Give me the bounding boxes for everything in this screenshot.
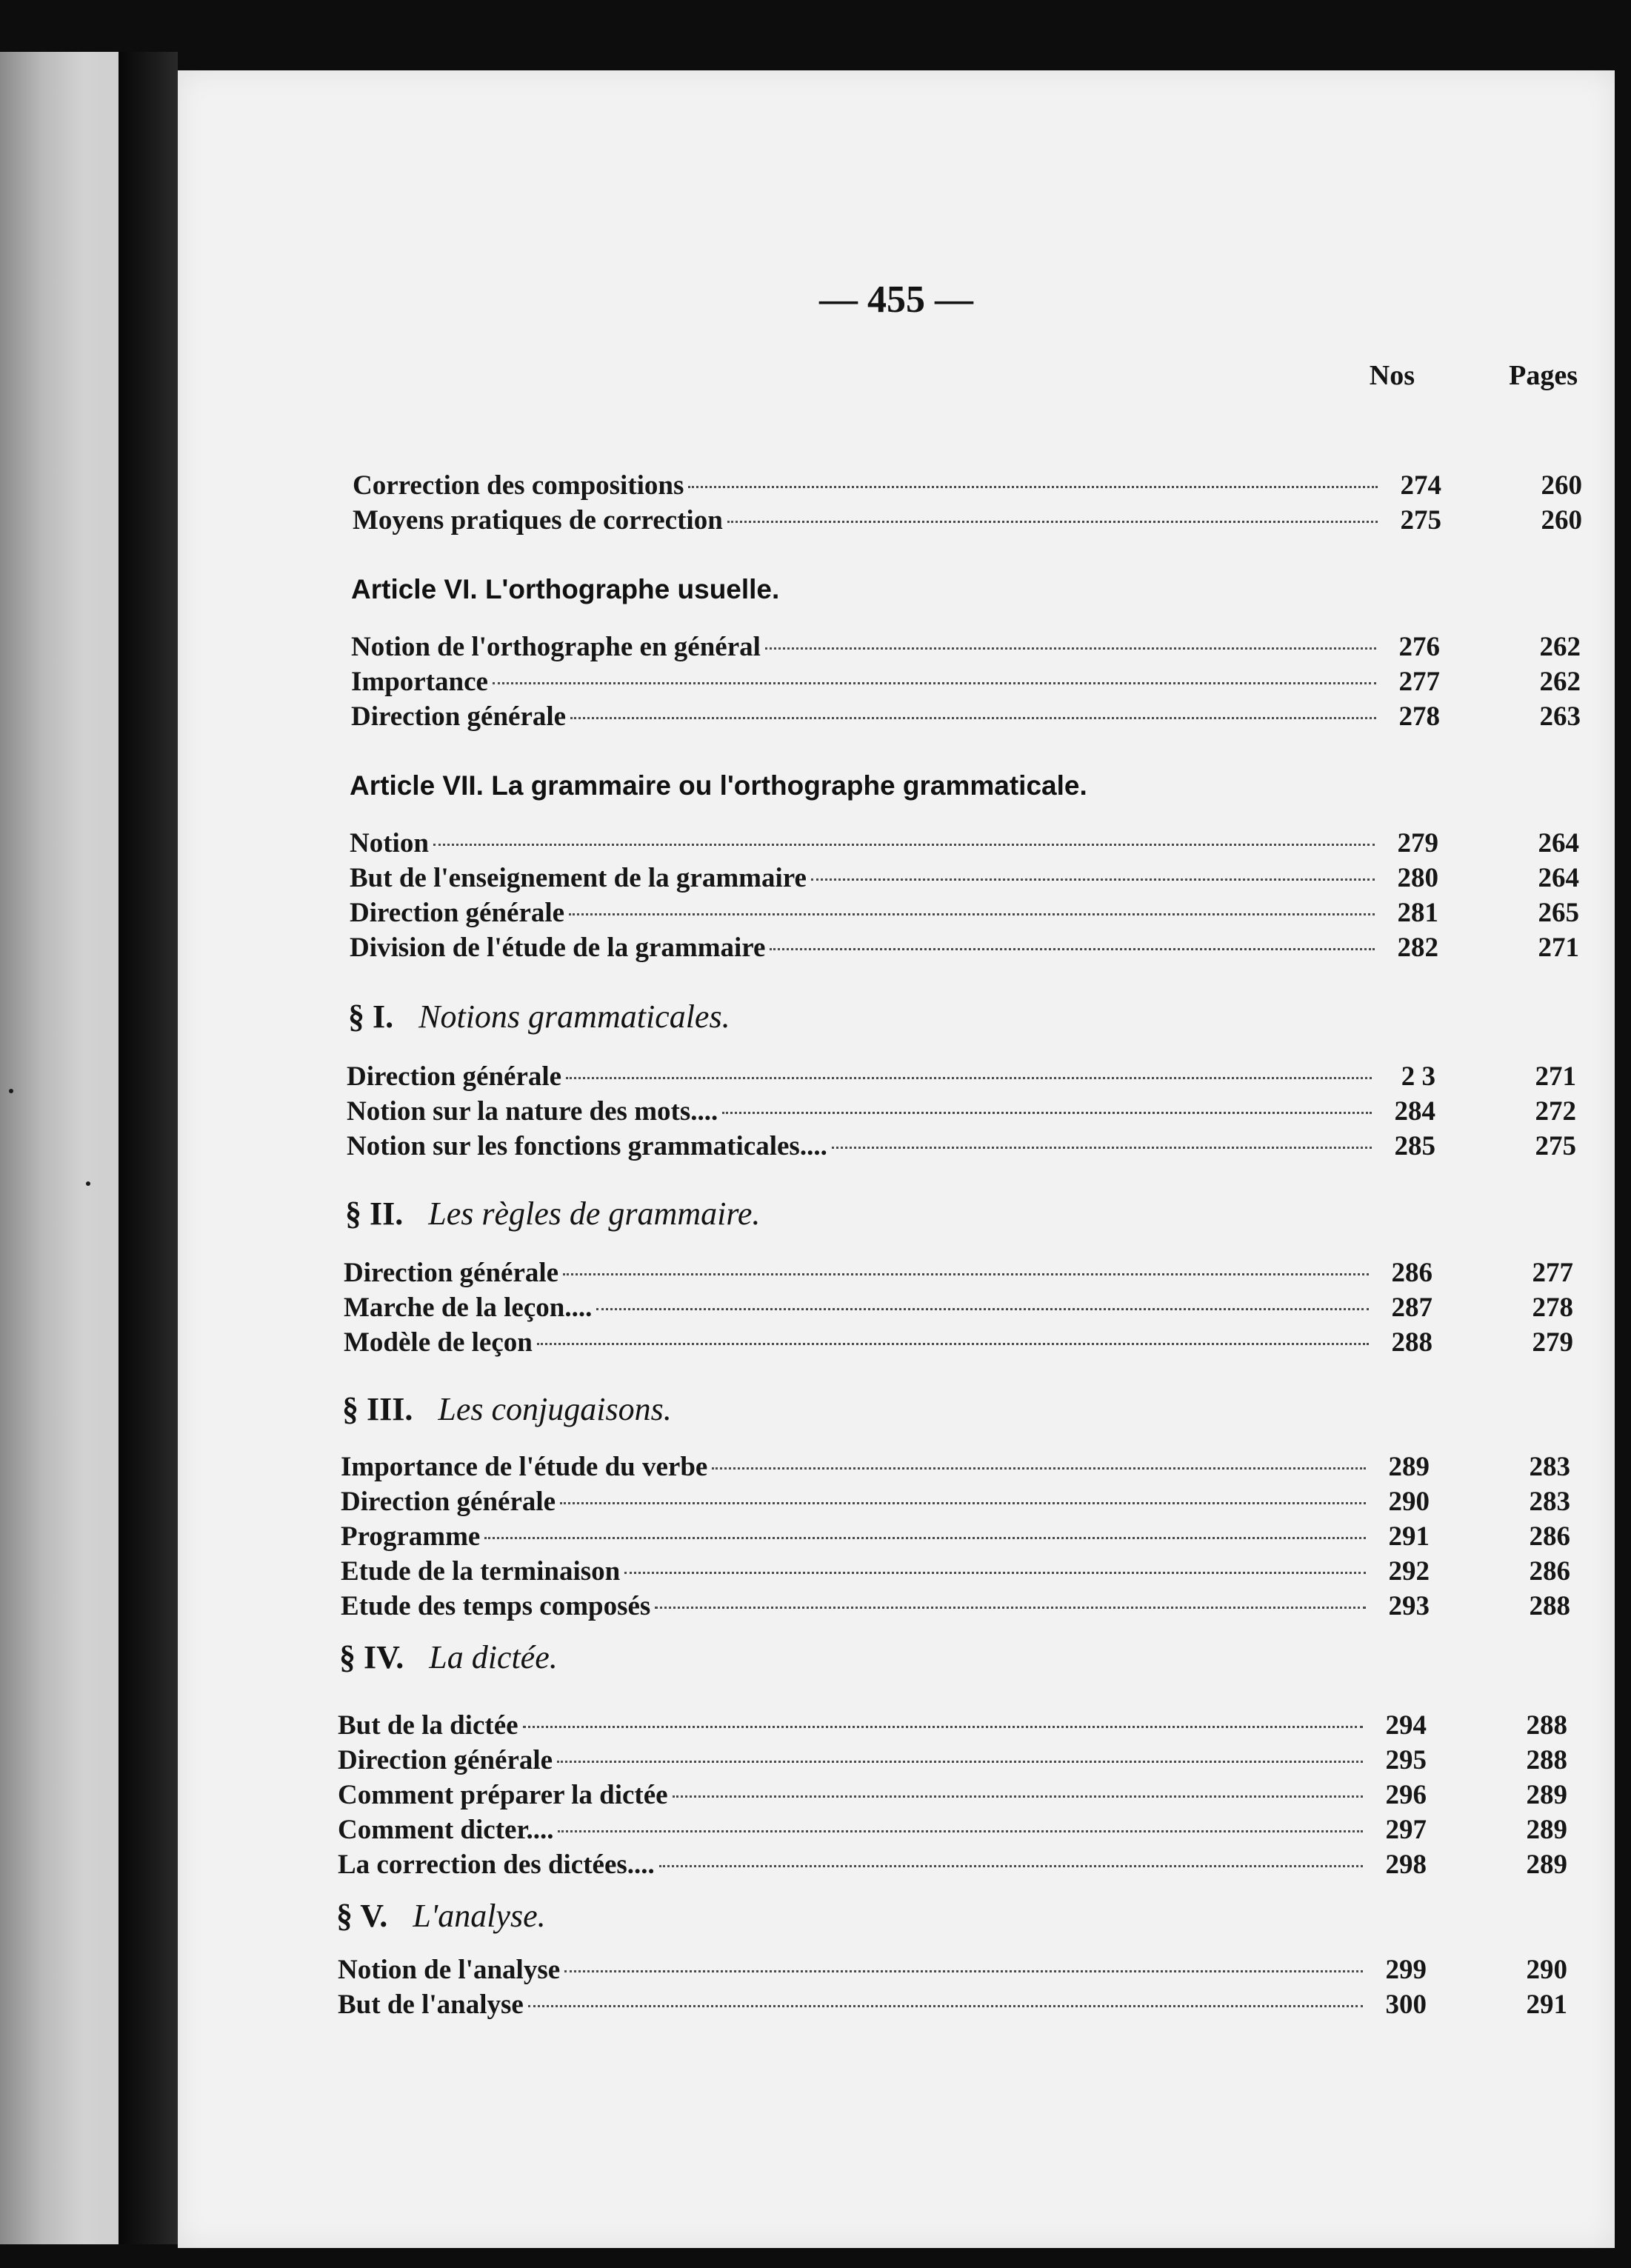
entry-page: 275 — [1535, 1131, 1576, 1161]
section-number: § IV. — [339, 1639, 404, 1675]
dot-leader — [624, 1572, 1366, 1574]
entry-page: 262 — [1539, 632, 1581, 662]
section-heading — [342, 1390, 672, 1428]
entry-number: 294 — [1385, 1710, 1427, 1741]
entry-page: 289 — [1526, 1815, 1567, 1845]
section-number: § II. — [345, 1195, 404, 1232]
toc-entry — [341, 1450, 1570, 1485]
entry-number: 290 — [1388, 1487, 1430, 1517]
entry-number: 292 — [1388, 1556, 1430, 1587]
entry-number: 276 — [1398, 632, 1440, 662]
entry-page: 286 — [1529, 1556, 1570, 1587]
article-heading: Article VI. L'orthographe usuelle. — [351, 574, 780, 604]
dot-leader — [765, 647, 1376, 650]
entry-page: 264 — [1538, 828, 1579, 858]
dot-leader — [569, 913, 1375, 915]
entry-label: Direction générale — [344, 1258, 559, 1288]
entry-page: 271 — [1535, 1061, 1576, 1092]
section-title: Les règles de grammaire. — [428, 1195, 761, 1232]
entry-number: 297 — [1385, 1815, 1427, 1845]
dot-leader — [770, 948, 1375, 950]
entry-number: 284 — [1394, 1096, 1435, 1127]
speck — [9, 1089, 13, 1093]
section-heading — [345, 1195, 760, 1233]
toc-entry — [344, 1255, 1573, 1291]
entry-label: Direction générale — [351, 701, 567, 732]
entry-label: La correction des dictées.... — [338, 1850, 655, 1880]
toc-entry — [344, 1290, 1573, 1326]
toc-entry — [338, 1778, 1567, 1813]
entry-page: 288 — [1529, 1591, 1570, 1621]
toc-entry — [338, 1952, 1567, 1988]
entry-number: 279 — [1397, 828, 1438, 858]
speck — [86, 1181, 90, 1186]
entry-number: 298 — [1385, 1850, 1427, 1880]
entry-label: Comment dicter.... — [338, 1815, 554, 1845]
toc-entry — [350, 930, 1579, 966]
entry-number: 280 — [1397, 863, 1438, 893]
article-heading: Article VII. La grammaire ou l'orthographe grammaticale. — [350, 770, 1087, 801]
entry-page: 288 — [1526, 1745, 1567, 1775]
dot-leader — [537, 1343, 1369, 1345]
toc-entry — [347, 1129, 1576, 1164]
entry-page: 283 — [1529, 1487, 1570, 1517]
entry-number: 287 — [1391, 1293, 1432, 1323]
toc-entry — [347, 1094, 1576, 1130]
dot-leader — [558, 1830, 1363, 1832]
entry-number: 275 — [1400, 505, 1441, 536]
dot-leader — [570, 717, 1376, 719]
toc-entry — [338, 1708, 1567, 1744]
entry-label: Comment préparer la dictée — [338, 1780, 668, 1810]
section-title: L'analyse. — [413, 1898, 546, 1934]
entry-page: 289 — [1526, 1850, 1567, 1880]
dot-leader — [523, 1726, 1363, 1728]
entry-page: 286 — [1529, 1521, 1570, 1552]
entry-number: 278 — [1398, 701, 1440, 732]
document-page — [178, 70, 1615, 2248]
toc-entry — [338, 1743, 1567, 1778]
entry-number: 274 — [1400, 470, 1441, 501]
toc-entry — [338, 1847, 1567, 1883]
entry-number: 299 — [1385, 1955, 1427, 1985]
entry-label: Etude des temps composés — [341, 1591, 651, 1621]
entry-label: Marche de la leçon.... — [344, 1293, 593, 1323]
dot-leader — [596, 1308, 1369, 1310]
section-number: § I. — [348, 998, 394, 1035]
entry-number: 282 — [1397, 933, 1438, 963]
entry-number: 293 — [1388, 1591, 1430, 1621]
entry-number: 300 — [1385, 1989, 1427, 2020]
entry-page: 265 — [1538, 898, 1579, 928]
entry-label: Programme — [341, 1521, 481, 1552]
entry-page: 283 — [1529, 1452, 1570, 1482]
dot-leader — [811, 878, 1375, 881]
section-title: Les conjugaisons. — [438, 1391, 672, 1427]
entry-page: 288 — [1526, 1710, 1567, 1741]
page-gutter — [119, 52, 178, 2244]
dot-leader — [832, 1147, 1372, 1149]
dot-leader — [563, 1273, 1369, 1275]
entry-label: Notion — [350, 828, 429, 858]
entry-label: But de l'enseignement de la grammaire — [350, 863, 807, 893]
dot-leader — [655, 1607, 1366, 1609]
entry-page: 260 — [1541, 505, 1582, 536]
entry-label: Direction générale — [341, 1487, 556, 1517]
dot-leader — [560, 1502, 1366, 1504]
entry-label: Importance — [351, 667, 488, 697]
entry-page: 291 — [1526, 1989, 1567, 2020]
dot-leader — [557, 1761, 1363, 1763]
dot-leader — [484, 1537, 1366, 1539]
entry-label: Etude de la terminaison — [341, 1556, 621, 1587]
toc-entry — [351, 664, 1581, 700]
entry-number: 288 — [1391, 1327, 1432, 1358]
entry-number: 289 — [1388, 1452, 1430, 1482]
entry-page: 278 — [1532, 1293, 1573, 1323]
entry-number: 2 3 — [1401, 1061, 1435, 1092]
dot-leader — [673, 1795, 1363, 1798]
entry-page: 271 — [1538, 933, 1579, 963]
dot-leader — [493, 682, 1376, 684]
entry-page: 277 — [1532, 1258, 1573, 1288]
entry-page: 289 — [1526, 1780, 1567, 1810]
entry-label: Correction des compositions — [353, 470, 684, 501]
toc-entry — [341, 1589, 1570, 1624]
toc-entry — [338, 1987, 1567, 2023]
toc-entry — [351, 630, 1581, 665]
entry-label: Modèle de leçon — [344, 1327, 533, 1358]
toc-entry — [350, 861, 1579, 896]
entry-number: 285 — [1394, 1131, 1435, 1161]
entry-number: 281 — [1397, 898, 1438, 928]
toc-entry — [344, 1325, 1573, 1361]
entry-number: 286 — [1391, 1258, 1432, 1288]
entry-label: Notion sur les fonctions grammaticales.... — [347, 1131, 827, 1161]
toc-entry — [341, 1554, 1570, 1590]
entry-label: Importance de l'étude du verbe — [341, 1452, 708, 1482]
entry-label: Direction générale — [338, 1745, 553, 1775]
entry-page: 272 — [1535, 1096, 1576, 1127]
column-headers — [1215, 359, 1585, 404]
entry-label: But de l'analyse — [338, 1989, 524, 2020]
entry-page: 263 — [1539, 701, 1581, 732]
entry-label: Direction générale — [350, 898, 565, 928]
dot-leader — [566, 1077, 1372, 1079]
section-title: Notions grammaticales. — [418, 998, 730, 1035]
entry-page: 262 — [1539, 667, 1581, 697]
toc-entry — [341, 1519, 1570, 1555]
entry-label: Division de l'étude de la grammaire — [350, 933, 766, 963]
entry-number: 296 — [1385, 1780, 1427, 1810]
dot-leader — [727, 521, 1378, 523]
toc-entry — [341, 1484, 1570, 1520]
entry-label: Notion de l'analyse — [338, 1955, 561, 1985]
entry-page: 279 — [1532, 1327, 1573, 1358]
dot-leader — [528, 2005, 1363, 2007]
section-number: § V. — [336, 1898, 388, 1934]
toc-entry — [351, 699, 1581, 735]
entry-label: Notion sur la nature des mots.... — [347, 1096, 718, 1127]
toc-entry — [350, 895, 1579, 931]
section-number: § III. — [342, 1391, 413, 1427]
toc-entry — [347, 1059, 1576, 1095]
entry-page: 260 — [1541, 470, 1582, 501]
entry-label: Notion de l'orthographe en général — [351, 632, 761, 662]
dot-leader — [659, 1865, 1363, 1867]
entry-number: 277 — [1398, 667, 1440, 697]
entry-number: 295 — [1385, 1745, 1427, 1775]
entry-label: But de la dictée — [338, 1710, 518, 1741]
column-header-numbers: Nos — [1369, 360, 1415, 391]
entry-label: Moyens pratiques de correction — [353, 505, 723, 536]
entry-page: 264 — [1538, 863, 1579, 893]
section-heading — [348, 998, 730, 1035]
page-number: — 455 — — [819, 279, 973, 321]
section-heading — [336, 1897, 546, 1935]
entry-number: 291 — [1388, 1521, 1430, 1552]
column-header-pages: Pages — [1509, 360, 1578, 391]
dot-leader — [433, 844, 1375, 846]
dot-leader — [712, 1467, 1366, 1470]
section-title: La dictée. — [429, 1639, 558, 1675]
section-heading — [339, 1638, 558, 1676]
toc-entry — [338, 1812, 1567, 1848]
entry-label: Direction générale — [347, 1061, 562, 1092]
dot-leader — [688, 486, 1378, 488]
dot-leader — [564, 1970, 1363, 1972]
toc-entry — [350, 826, 1579, 861]
entry-page: 290 — [1526, 1955, 1567, 1985]
toc-entry — [353, 503, 1582, 538]
dot-leader — [722, 1112, 1372, 1114]
toc-entry — [353, 468, 1582, 504]
adjacent-page-edge — [0, 52, 119, 2244]
